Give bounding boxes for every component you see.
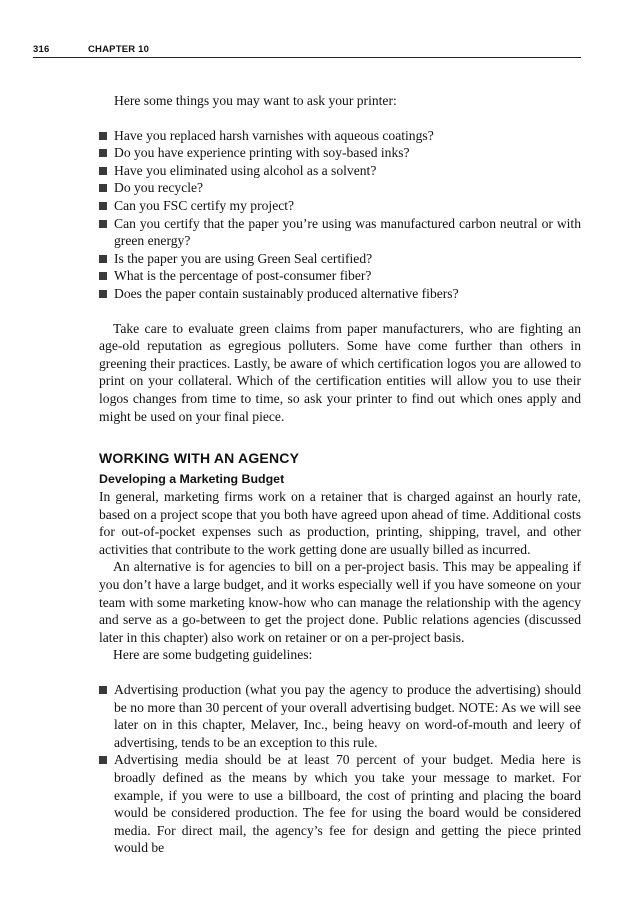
list-item: Advertising production (what you pay the agency to produce the advertising) should be no more than 30 percent of your overall advertising budget. NOTE: As we will see later on in this chapter, Melaver, Inc., being heavy on word-of-mouth and leery of advertising, tends to be an exception to this rule. bbox=[99, 681, 581, 751]
bullet-square-icon bbox=[99, 686, 107, 694]
bullet-square-icon bbox=[99, 272, 107, 280]
bullet-square-icon bbox=[99, 255, 107, 263]
bullet-square-icon bbox=[99, 184, 107, 192]
list-item: Do you recycle? bbox=[99, 179, 581, 197]
budget-paragraph: In general, marketing firms work on a retainer that is charged against an hourly rate, based on a project scope that you both have agreed upon ahead of time. Additional costs for out-of-pocket expenses such as production, printing, shipping, travel, and other activities that contribute to the work getting done are usually billed as incurred. bbox=[99, 489, 581, 557]
list-item: Do you have experience printing with soy-based inks? bbox=[99, 144, 581, 162]
bullet-square-icon bbox=[99, 290, 107, 298]
running-head bbox=[33, 43, 581, 58]
list-item: Have you eliminated using alcohol as a solvent? bbox=[99, 162, 581, 180]
subsection-heading: Developing a Marketing Budget bbox=[99, 472, 285, 487]
green-claims-paragraph: Take care to evaluate green claims from paper manufacturers, who are fighting an age-old reputation as egregious polluters. Some have come further than others in greening their practices. Lastly, be aware of which certification logos you are allowed to print on your collateral. Which of the certification entities will allow you to use their logos changes from time to time, so ask your printer to find out which ones apply and might be used on your final piece. bbox=[99, 320, 581, 424]
printer-questions-list bbox=[99, 127, 581, 303]
list-item: Does the paper contain sustainably produced alternative fibers? bbox=[99, 285, 581, 303]
page-body bbox=[99, 92, 581, 857]
list-item: Is the paper you are using Green Seal certified? bbox=[99, 250, 581, 268]
bullet-square-icon bbox=[99, 132, 107, 140]
bullet-square-icon bbox=[99, 167, 107, 175]
list-item: What is the percentage of post-consumer fiber? bbox=[99, 267, 581, 285]
bullet-square-icon bbox=[99, 220, 107, 228]
bullet-square-icon bbox=[99, 756, 107, 764]
section-heading: WORKING WITH AN AGENCY bbox=[99, 450, 300, 467]
bullet-square-icon bbox=[99, 202, 107, 210]
budget-paragraph: An alternative is for agencies to bill on a per-project basis. This may be appealing if you don’t have a large budget, and it works especially well if you have someone on your team with some marketing know-how who can manage the relationship with the agency and serve as a go-between to get the project done. Public relations agencies (discussed later in this chapter) also work on retainer or on a per-project basis. bbox=[99, 559, 581, 645]
list-item: Advertising media should be at least 70 percent of your budget. Media here is broadly defined as the means by which you take your message to market. For example, if you were to use a billboard, the cost of printing and placing the board would be considered production. The fee for using the board would be considered media. For direct mail, the agency’s fee for design and getting the piece printed would be bbox=[99, 751, 581, 857]
budget-paragraph: Here are some budgeting guidelines: bbox=[113, 647, 313, 663]
page-number: 316 bbox=[33, 44, 50, 55]
chapter-label: CHAPTER 10 bbox=[88, 44, 150, 55]
intro-text: Here some things you may want to ask your printer: bbox=[114, 93, 397, 108]
list-item: Have you replaced harsh varnishes with aqueous coatings? bbox=[99, 127, 581, 145]
bullet-square-icon bbox=[99, 149, 107, 157]
budget-guidelines-list bbox=[99, 681, 581, 857]
list-item: Can you certify that the paper you’re using was manufactured carbon neutral or with green energy? bbox=[99, 215, 581, 250]
list-item: Can you FSC certify my project? bbox=[99, 197, 581, 215]
